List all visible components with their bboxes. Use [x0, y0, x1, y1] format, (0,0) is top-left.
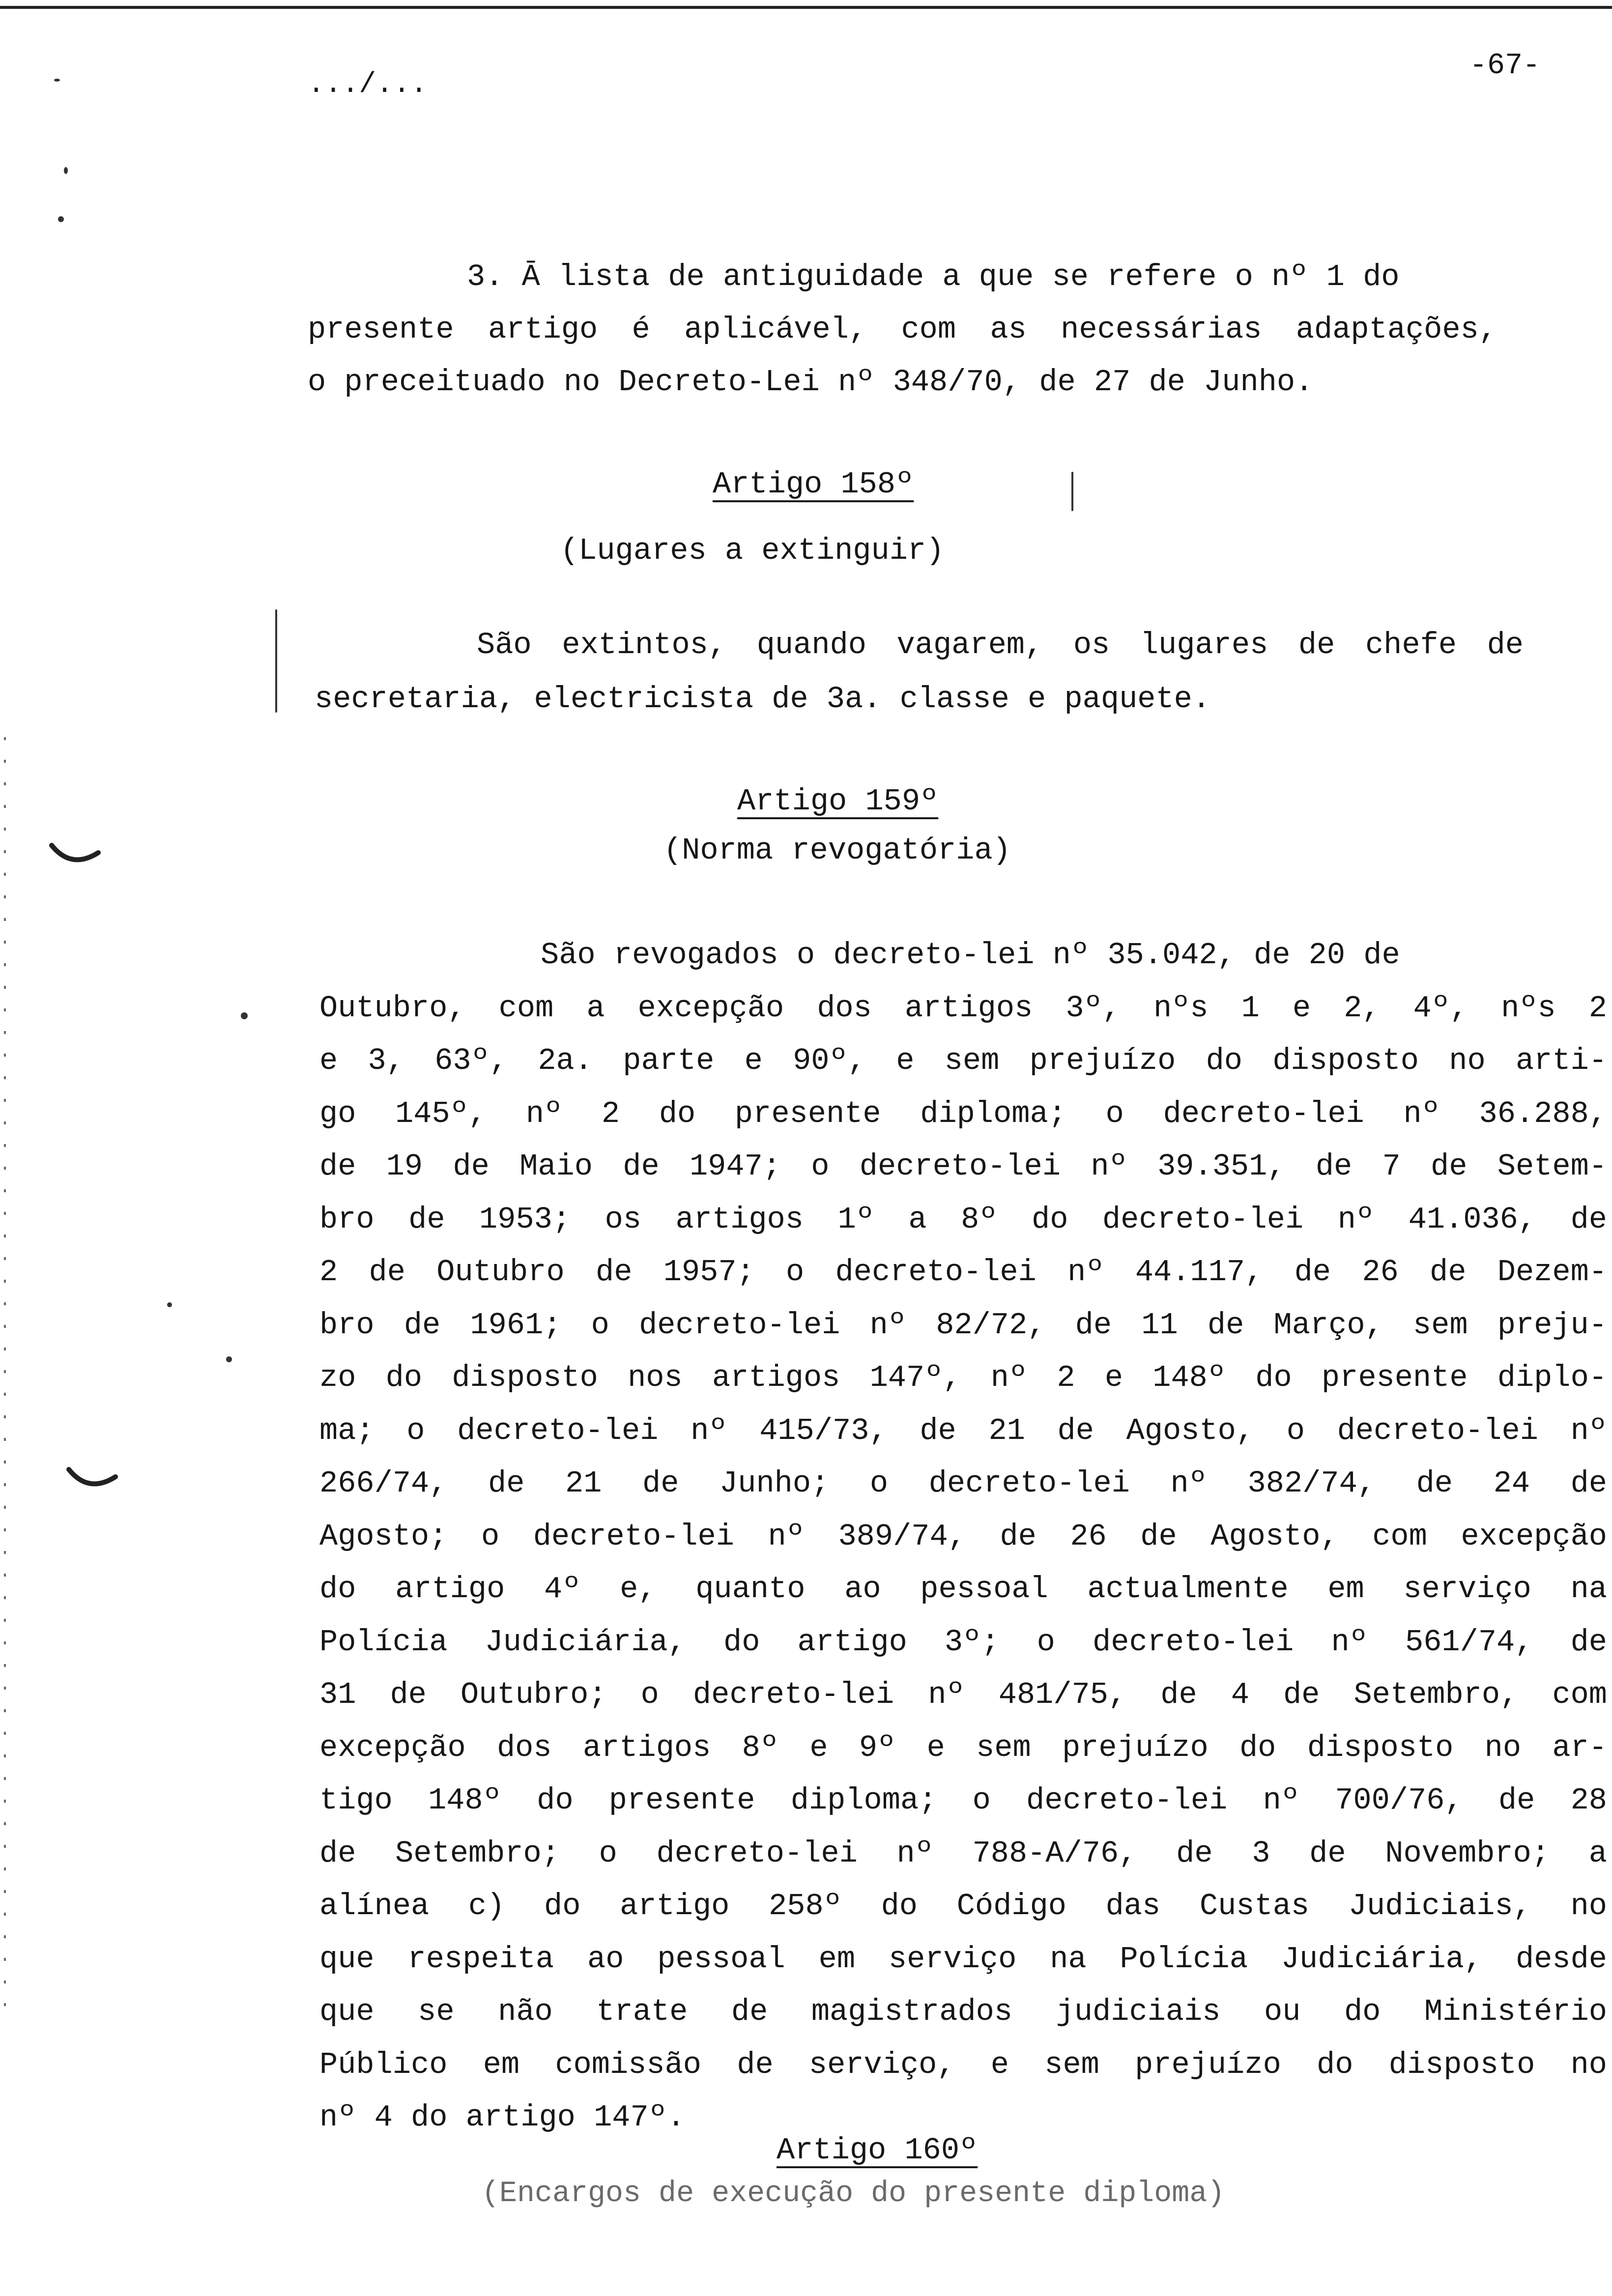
scan-edge-dashes: [0, 737, 10, 2015]
paragraph-3-line: 3. Ā lista de antiguidade a que se refere o nº 1 do: [467, 259, 1400, 294]
paragraph-3-line: o preceituado no Decreto-Lei nº 348/70, de 27 de Junho.: [308, 365, 1314, 400]
artigo-158-body: [315, 618, 1524, 726]
artigo-159-line: tigo 148º do presente diploma; o decreto-lei nº 700/76, de 28: [319, 1783, 1607, 1818]
scan-mark: [58, 216, 64, 222]
artigo-159-line: Público em comissão de serviço, e sem prejuízo do disposto no: [319, 2047, 1607, 2082]
artigo-159-line: 266/74, de 21 de Junho; o decreto-lei nº 382/74, de 24 de: [319, 1466, 1607, 1501]
artigo-159-line: go 145º, nº 2 do presente diploma; o decreto-lei nº 36.288,: [319, 1096, 1607, 1131]
artigo-158-line: secretaria, electricista de 3a. classe e paquete.: [315, 682, 1211, 717]
artigo-159-line: excepção dos artigos 8º e 9º e sem prejuízo do disposto no ar-: [319, 1730, 1607, 1765]
scan-curve-mark: [66, 1460, 120, 1494]
paragraph-3: [308, 251, 1497, 408]
artigo-158-subtitle: (Lugares a extinguir): [560, 533, 945, 568]
scan-curve-mark: [49, 835, 103, 870]
artigo-159-line: Polícia Judiciária, do artigo 3º; o decreto-lei nº 561/74, de: [319, 1624, 1607, 1660]
artigo-159-line: ma; o decreto-lei nº 415/73, de 21 de Agosto, o decreto-lei nº: [319, 1413, 1607, 1448]
artigo-159-line: de 19 de Maio de 1947; o decreto-lei nº 39.351, de 7 de Setem-: [319, 1149, 1607, 1184]
artigo-159-line: 2 de Outubro de 1957; o decreto-lei nº 44.117, de 26 de Dezem-: [319, 1255, 1607, 1290]
artigo-160-title: Artigo 160º: [777, 2133, 978, 2168]
artigo-159-line: de Setembro; o decreto-lei nº 788-A/76, de 3 de Novembro; a: [319, 1836, 1607, 1871]
continuation-mark: .../...: [308, 69, 428, 101]
artigo-159-line: alínea c) do artigo 258º do Código das Custas Judiciais, no: [319, 1889, 1607, 1923]
scan-mark: [167, 1302, 172, 1307]
artigo-160-subtitle: (Encargos de execução do presente diploma): [482, 2177, 1225, 2210]
paragraph-3-line: presente artigo é aplicável, com as necessárias adaptações,: [308, 312, 1497, 347]
artigo-158-title: Artigo 158º: [713, 467, 914, 502]
scan-mark: [241, 1012, 248, 1019]
page-number: -67-: [1469, 49, 1541, 83]
artigo-159-line: São revogados o decreto-lei nº 35.042, de 20 de: [541, 938, 1400, 973]
artigo-159-line: nº 4 do artigo 147º.: [319, 2100, 686, 2135]
artigo-159-line: bro de 1961; o decreto-lei nº 82/72, de 11 de Março, sem preju-: [319, 1307, 1607, 1343]
scan-mark: [54, 79, 60, 82]
artigo-159-line: bro de 1953; os artigos 1º a 8º do decreto-lei nº 41.036, de: [319, 1202, 1607, 1237]
artigo-159-line: que respeita ao pessoal em serviço na Polícia Judiciária, desde: [319, 1941, 1607, 1977]
artigo-159-line: zo do disposto nos artigos 147º, nº 2 e 148º do presente diplo-: [319, 1360, 1607, 1395]
top-border-line: [0, 6, 1612, 9]
artigo-159-line: 31 de Outubro; o decreto-lei nº 481/75, de 4 de Setembro, com: [319, 1677, 1607, 1712]
artigo-159-body: [319, 929, 1607, 2144]
artigo-159-line: Outubro, com a excepção dos artigos 3º, nºs 1 e 2, 4º, nºs 2: [319, 990, 1607, 1026]
scan-mark: [226, 1356, 232, 1362]
artigo-159-line: e 3, 63º, 2a. parte e 90º, e sem prejuízo do disposto no arti-: [319, 1043, 1607, 1078]
artigo-159-line: Agosto; o decreto-lei nº 389/74, de 26 de Agosto, com excepção: [319, 1519, 1607, 1554]
artigo-159-line: do artigo 4º e, quanto ao pessoal actualmente em serviço na: [319, 1572, 1607, 1607]
artigo-159-line: que se não trate de magistrados judiciais ou do Ministério: [319, 1994, 1607, 2029]
scan-mark: [64, 167, 68, 174]
artigo-159-title: Artigo 159º: [737, 784, 939, 819]
scan-mark: [275, 609, 277, 713]
artigo-159-subtitle: (Norma revogatória): [663, 833, 1011, 868]
scan-mark: [1071, 472, 1073, 511]
artigo-158-line: São extintos, quando vagarem, os lugares de chefe de: [477, 628, 1524, 662]
